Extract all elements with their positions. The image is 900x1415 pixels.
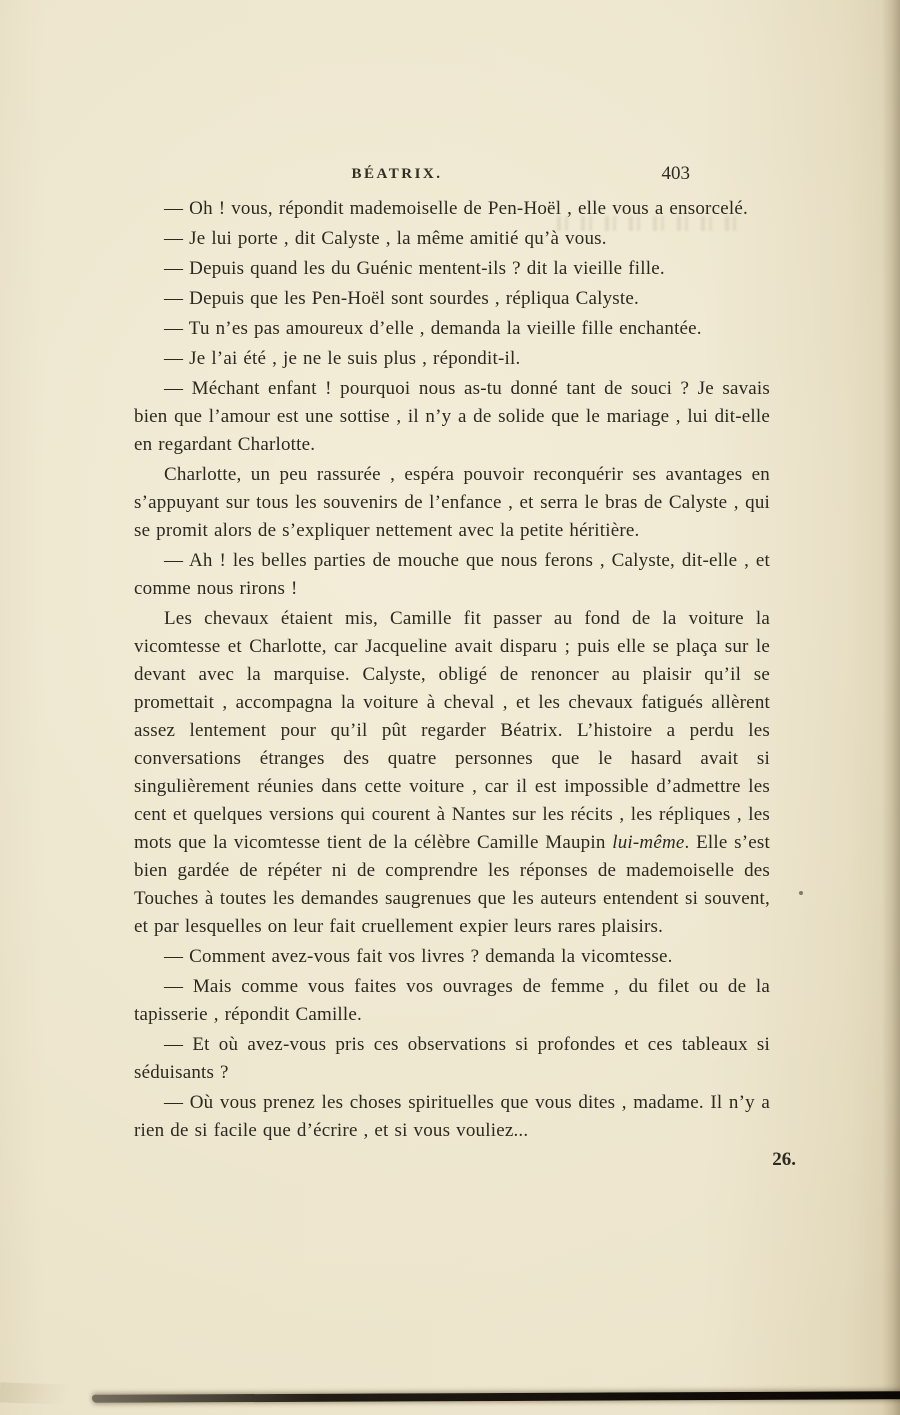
dialogue-paragraph bbox=[134, 255, 770, 283]
text-run: — Comment avez-vous fait vos livres ? demanda la vicomtesse. bbox=[164, 946, 673, 967]
dialogue-paragraph bbox=[134, 547, 770, 603]
dialogue-paragraph bbox=[134, 345, 770, 373]
italic-text: lui-même bbox=[612, 832, 685, 853]
text-block bbox=[134, 195, 770, 1145]
narrative-paragraph bbox=[134, 605, 770, 941]
dialogue-paragraph bbox=[134, 973, 770, 1029]
text-column bbox=[134, 163, 796, 1171]
text-run: Charlotte, un peu rassurée , espéra pouvoir reconquérir ses avantages en s’appuyant sur tous les souvenirs de l’enfance , et serra le bras de Calyste , qui se promit alors de s’expliquer nettement avec la petite héritière. bbox=[134, 464, 770, 541]
text-run: — Tu n’es pas amoureux d’elle , demanda la vieille fille enchantée. bbox=[164, 318, 702, 339]
dialogue-paragraph bbox=[134, 1089, 770, 1145]
text-run: . Elle s’est bien gardée de répéter ni de comprendre les réponses de mademoiselle des Touches à toutes les demandes saugrenues que les auteurs entendent si souvent, et par lesquelles on leur fait cruellement expier leurs rares plaisirs. bbox=[134, 832, 771, 937]
dialogue-paragraph bbox=[134, 943, 770, 971]
dialogue-paragraph bbox=[134, 285, 770, 313]
signature-mark: 26. bbox=[772, 1149, 796, 1170]
text-run: Les chevaux étaient mis, Camille fit passer au fond de la voiture la vicomtesse et Charlotte, car Jacqueline avait disparu ; puis elle se plaça sur le devant avec la marquise. Calyste, obligé de renoncer au plaisir qu’il se promettait , accompagna la voiture à cheval , et les chevaux fatigués allèrent assez lentement pour qu’il pût regarder Béatrix. L’histoire a perdu les conversations étranges des quatre personnes que le hasard avait si singulièrement réunies dans cette voiture , car il est impossible d’admettre les cent et quelques versions qui courent à Nantes sur les récits , les répliques , les mots que la vicomtesse tient de la célèbre Camille Maupin bbox=[134, 608, 770, 853]
narrative-paragraph bbox=[134, 461, 770, 545]
text-run: — Oh ! vous, répondit mademoiselle de Pen-Hoël , elle vous a ensorcelé. bbox=[164, 198, 748, 219]
dialogue-paragraph bbox=[134, 225, 770, 253]
text-run: — Depuis quand les du Guénic mentent-ils ? dit la vieille fille. bbox=[164, 258, 665, 279]
text-run: — Depuis que les Pen-Hoël sont sourdes , répliqua Calyste. bbox=[164, 288, 639, 309]
text-run: — Je lui porte , dit Calyste , la même amitié qu’à vous. bbox=[164, 228, 607, 249]
text-run: — Ah ! les belles parties de mouche que nous ferons , Calyste, dit-elle , et comme nous rirons ! bbox=[134, 550, 770, 599]
dialogue-paragraph bbox=[134, 195, 770, 223]
page-corner-fold bbox=[0, 1382, 96, 1405]
text-run: — Et où avez-vous pris ces observations si profondes et ces tableaux si séduisants ? bbox=[134, 1034, 770, 1083]
text-run: — Je l’ai été , je ne le suis plus , répondit-il. bbox=[164, 348, 521, 369]
text-run: — Méchant enfant ! pourquoi nous as-tu donné tant de souci ? Je savais bien que l’amour est une sottise , il n’y a de solide que le mariage , lui dit-elle en regardant Charlotte. bbox=[134, 378, 770, 455]
text-run: — Où vous prenez les choses spirituelles que vous dites , madame. Il n’y a rien de si facile que d’écrire , et si vous vouliez... bbox=[134, 1092, 770, 1141]
scan-speck bbox=[799, 891, 803, 895]
page-number: 403 bbox=[661, 163, 690, 184]
scan-edge-bottom bbox=[92, 1391, 900, 1403]
scan-edge-shadow bbox=[882, 0, 900, 1415]
dialogue-paragraph bbox=[134, 315, 770, 343]
dialogue-paragraph bbox=[134, 375, 770, 459]
running-title: BÉATRIX. bbox=[351, 166, 443, 182]
page-header bbox=[134, 163, 770, 191]
text-run: — Mais comme vous faites vos ouvrages de femme , du filet ou de la tapisserie , répondit Camille. bbox=[134, 976, 770, 1025]
dialogue-paragraph bbox=[134, 1031, 770, 1087]
